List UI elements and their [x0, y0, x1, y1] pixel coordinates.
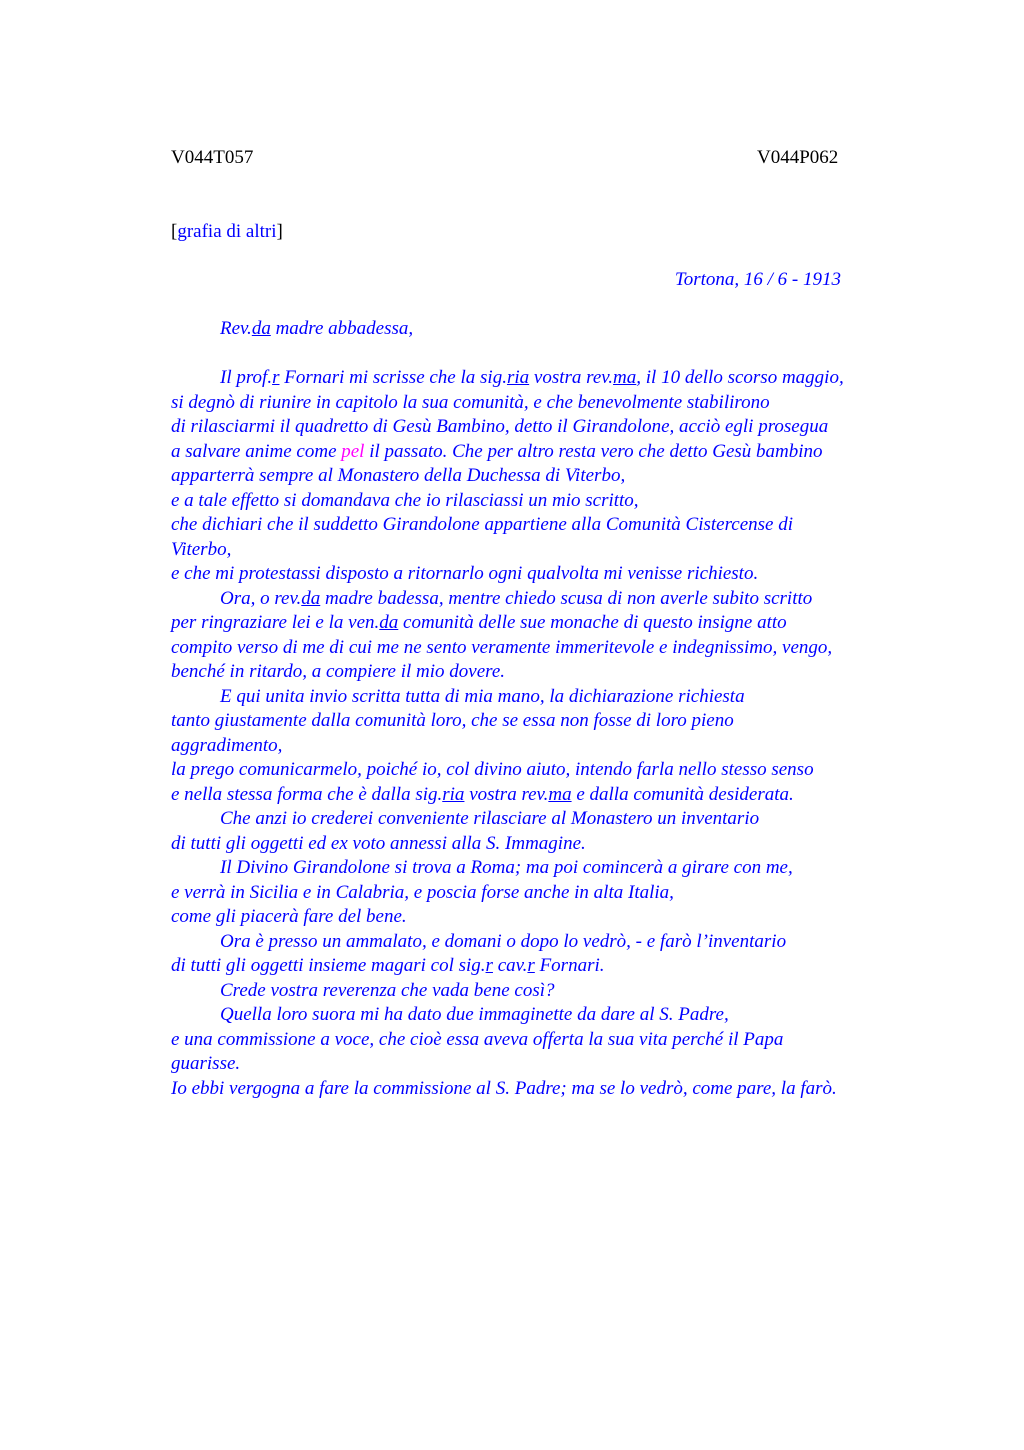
letter-line: apparterrà sempre al Monastero della Duchessa di Viterbo,	[171, 465, 626, 486]
letter-line: e che mi protestassi disposto a ritornarlo ogni qualvolta mi venisse richiesto.	[171, 563, 759, 584]
letter-line: e nella stessa forma che è dalla sig.ria vostra rev.ma e dalla comunità desiderata.	[171, 783, 794, 805]
handwriting-note	[171, 221, 283, 243]
letter-line: Quella loro suora mi ha dato due immaginette da dare al S. Padre,	[220, 1004, 729, 1025]
abbreviation-superscript: da	[251, 318, 271, 339]
letter-line: e verrà in Sicilia e in Calabria, e poscia forse anche in alta Italia,	[171, 881, 674, 903]
abbreviation-superscript: ma	[548, 783, 572, 805]
document-code-right: V044P062	[757, 147, 839, 168]
letter-line: la prego comunicarmelo, poiché io, col divino aiuto, intendo farla nello stesso senso	[171, 759, 814, 780]
letter-line: di tutti gli oggetti insieme magari col sig.r cav.r Fornari.	[171, 955, 605, 976]
letter-salutation: Rev.da madre abbadessa,	[220, 318, 414, 339]
letter-line: si degnò di riunire in capitolo la sua comunità, e che benevolmente stabilirono	[171, 391, 770, 413]
letter-line: Io ebbi vergogna a fare la commissione al S. Padre; ma se lo vedrò, come pare, la farò.	[171, 1077, 837, 1099]
abbreviation-superscript: ria	[442, 783, 465, 805]
abbreviation-superscript: r	[272, 367, 280, 388]
letter-line: E qui unita invio scritta tutta di mia mano, la dichiarazione richiesta	[220, 685, 745, 707]
letter-line: Che anzi io crederei conveniente rilasciare al Monastero un inventario	[220, 808, 760, 829]
letter-line: e una commissione a voce, che cioè essa aveva offerta la sua vita perché il Papa	[171, 1028, 784, 1050]
note-open-bracket: [	[171, 221, 178, 242]
abbreviation-superscript: ma	[613, 367, 637, 388]
letter-line: Crede vostra reverenza che vada bene così?	[220, 979, 555, 1001]
letter-line: Il prof.r Fornari mi scrisse che la sig.ria vostra rev.ma, il 10 dello scorso maggio,	[220, 367, 844, 388]
letter-line: che dichiari che il suddetto Girandolone appartiene alla Comunità Cistercense di	[171, 514, 793, 535]
note-close-bracket: ]	[276, 221, 283, 242]
letter-line: tanto giustamente dalla comunità loro, che se essa non fosse di loro pieno	[171, 710, 734, 731]
letter-line: di tutti gli oggetti ed ex voto annessi alla S. Immagine.	[171, 832, 586, 854]
letter-line: aggradimento,	[171, 734, 283, 756]
letter-line: come gli piacerà fare del bene.	[171, 906, 407, 927]
letter-line: guarisse.	[171, 1053, 241, 1074]
letter-line: Ora è presso un ammalato, e domani o dopo lo vedrò, - e farò l’inventario	[220, 930, 787, 952]
letter-body	[171, 268, 911, 1101]
letter-line: a salvare anime come pel il passato. Che per altro resta vero che detto Gesù bambino	[171, 440, 823, 462]
letter-line: Ora, o rev.da madre badessa, mentre chiedo scusa di non averle subito scritto	[220, 587, 813, 609]
letter-dateline: Tortona, 16 / 6 - 1913	[674, 269, 841, 290]
letter-line: per ringraziare lei e la ven.da comunità delle sue monache di questo insigne atto	[171, 612, 787, 633]
letter-line: Il Divino Girandolone si trova a Roma; ma poi comincerà a girare con me,	[220, 857, 793, 878]
letter-line: di rilasciarmi il quadretto di Gesù Bambino, detto il Girandolone, acciò egli prosegua	[171, 416, 829, 437]
paragraph-gap	[171, 342, 911, 367]
abbreviation-superscript: ria	[506, 367, 530, 388]
highlighted-word: pel	[341, 440, 365, 462]
abbreviation-superscript: da	[301, 587, 321, 609]
letter-line: compito verso di me di cui me ne sento veramente immeritevole e indegnissimo, vengo,	[171, 636, 833, 658]
abbreviation-superscript: r	[485, 955, 493, 976]
abbreviation-superscript: r	[527, 955, 535, 976]
letter-line: e a tale effetto si domandava che io rilasciassi un mio scritto,	[171, 489, 639, 511]
letter-line: Viterbo,	[171, 538, 232, 560]
document-code-left: V044T057	[171, 147, 254, 168]
letter-line: benché in ritardo, a compiere il mio dovere.	[171, 661, 506, 682]
note-text: grafia di altri	[177, 221, 277, 242]
abbreviation-superscript: da	[379, 612, 399, 633]
